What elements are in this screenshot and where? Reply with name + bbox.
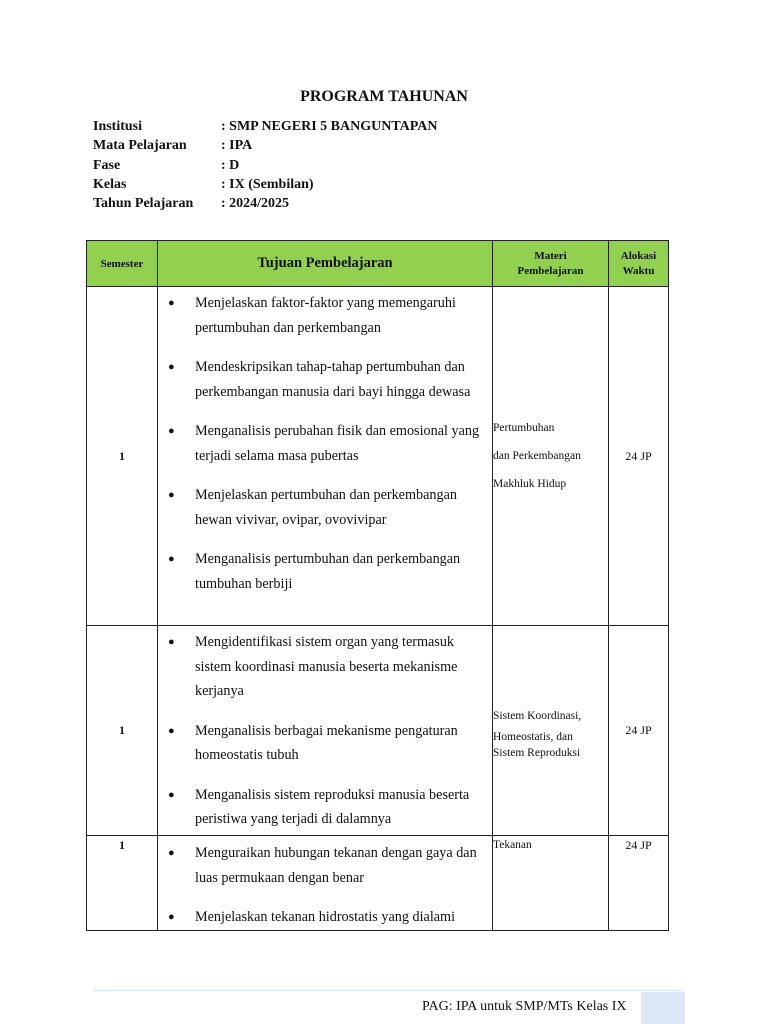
info-value: : IPA (221, 138, 253, 154)
info-row-fase (93, 156, 438, 175)
info-label: Tahun Pelajaran (93, 196, 194, 212)
tujuan-cell (158, 626, 493, 836)
list-item: ● Menjelaskan pertumbuhan dan perkembangan hewan vivivar, ovipar, ovovivipar (158, 483, 492, 532)
materi-line: Sistem Reproduksi (493, 746, 581, 759)
footer-divider (93, 990, 683, 991)
list-item: ● Menganalisis sistem reproduksi manusia beserta peristiwa yang terjadi di dalamnya (158, 783, 492, 832)
info-label: Kelas (93, 176, 127, 192)
materi-line: Tekanan (493, 839, 532, 851)
header-materi-line2: Pembelajaran (517, 264, 584, 277)
table-header-row (87, 241, 669, 287)
semester-cell: 1 (87, 626, 158, 836)
list-item: ● Menganalisis berbagai mekanisme pengaturan homeostatis tubuh (158, 719, 492, 768)
page-number-box (641, 992, 685, 1024)
list-item: ● Menjelaskan tekanan hidrostatis yang dialami (158, 905, 492, 930)
info-block (93, 117, 438, 213)
header-materi-line1: Materi (534, 249, 567, 262)
info-value: : D (221, 157, 240, 173)
header-alokasi-line2: Waktu (622, 264, 655, 277)
semester-cell: 1 (87, 287, 158, 626)
table-row (87, 836, 669, 931)
list-item: ● Mengidentifikasi sistem organ yang termasuk sistem koordinasi manusia beserta mekanisme kerjanya (158, 630, 492, 704)
tujuan-cell (158, 287, 493, 626)
materi-cell (493, 626, 609, 836)
table-row (87, 287, 669, 626)
header-alokasi-line1: Alokasi (620, 249, 657, 262)
header-tujuan-pembelajaran: Tujuan Pembelajaran (158, 241, 493, 287)
list-item: ● Mendeskripsikan tahap-tahap pertumbuhan dan perkembangan manusia dari bayi hingga dewasa (158, 355, 492, 404)
info-value: : SMP NEGERI 5 BANGUNTAPAN (221, 119, 438, 134)
tujuan-list (158, 630, 492, 832)
info-value: : 2024/2025 (221, 196, 290, 212)
semester-cell: 1 (87, 836, 158, 931)
materi-cell (493, 836, 609, 931)
footer-text: PAG: IPA untuk SMP/MTs Kelas IX (422, 999, 627, 1014)
tujuan-cell (158, 836, 493, 931)
materi-line: Makhluk Hidup (493, 478, 567, 490)
materi-line: Sistem Koordinasi, (493, 709, 582, 722)
list-item: ● Menganalisis pertumbuhan dan perkembangan tumbuhan berbiji (158, 547, 492, 596)
list-item: ● Menjelaskan faktor-faktor yang memengaruhi pertumbuhan dan perkembangan (158, 291, 492, 340)
info-row-kelas (93, 175, 438, 194)
info-row-institusi (93, 117, 438, 136)
info-row-tahun-pelajaran (93, 194, 438, 213)
info-label: Fase (93, 157, 121, 173)
alokasi-cell: 24 JP (609, 287, 669, 626)
program-table (86, 240, 669, 931)
materi-line: Homeostatis, dan (493, 730, 573, 743)
info-label: Mata Pelajaran (93, 138, 187, 154)
materi-line: Pertumbuhan (493, 422, 555, 434)
list-item: ● Menguraikan hubungan tekanan dengan gaya dan luas permukaan dengan benar (158, 841, 492, 890)
alokasi-cell: 24 JP (609, 836, 669, 931)
table-row (87, 626, 669, 836)
list-item: ● Menganalisis perubahan fisik dan emosional yang terjadi selama masa pubertas (158, 419, 492, 468)
info-label: Institusi (93, 119, 143, 134)
info-row-mata-pelajaran (93, 136, 438, 155)
document-title: PROGRAM TAHUNAN (300, 88, 468, 105)
materi-cell (493, 287, 609, 626)
alokasi-cell: 24 JP (609, 626, 669, 836)
info-value: : IX (Sembilan) (221, 176, 314, 192)
materi-line: dan Perkembangan (493, 450, 581, 462)
tujuan-list (158, 291, 492, 596)
header-semester: Semester (87, 241, 158, 287)
tujuan-list (158, 841, 492, 930)
header-materi-pembelajaran (493, 241, 609, 287)
header-alokasi-waktu (609, 241, 669, 287)
